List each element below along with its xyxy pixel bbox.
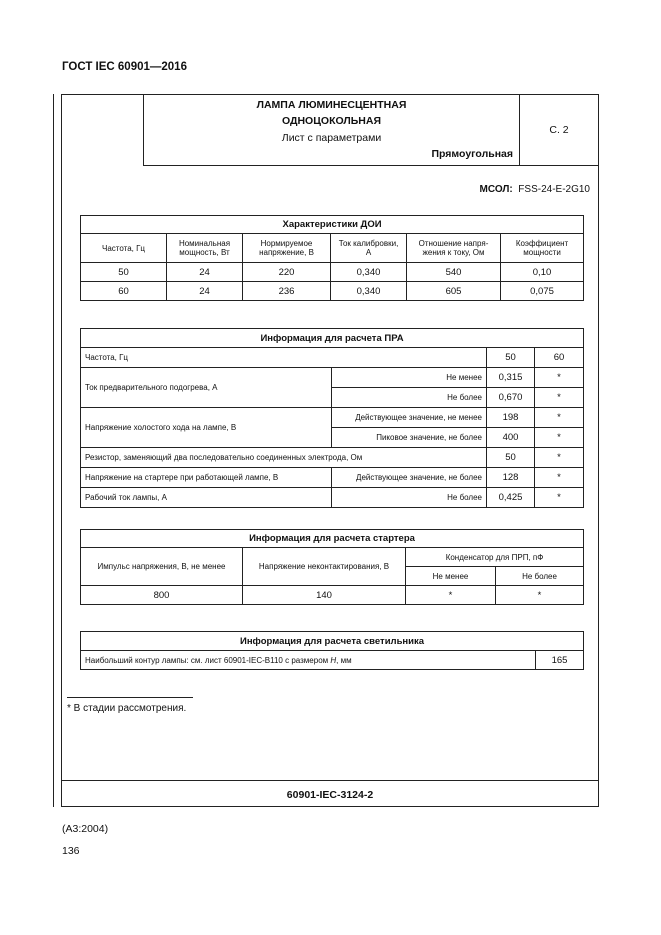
row-label: Частота, Гц bbox=[81, 348, 487, 368]
footer-code: 60901-IEC-3124-2 bbox=[286, 789, 374, 801]
table-cell: 800 bbox=[81, 586, 243, 605]
condition-label: Не более bbox=[332, 488, 487, 508]
footnote: * В стадии рассмотрения. bbox=[67, 703, 187, 714]
table-cell: 605 bbox=[407, 282, 501, 301]
table-cell: * bbox=[535, 488, 584, 508]
table-cell: 220 bbox=[243, 263, 331, 282]
title-line-3: Лист с параметрами bbox=[281, 132, 382, 144]
table-cell: * bbox=[535, 448, 584, 468]
table-cell: * bbox=[535, 388, 584, 408]
column-header: Импульс напряжения, В, не менее bbox=[81, 548, 243, 586]
condition-label: Не более bbox=[332, 388, 487, 408]
table-cell: 24 bbox=[167, 282, 243, 301]
table-row bbox=[81, 651, 584, 670]
title-line-1: ЛАМПА ЛЮМИНЕСЦЕНТНАЯ bbox=[256, 99, 407, 111]
label-text: Наибольший контур лампы: см. лист 60901-IEC-B110 с размером bbox=[85, 655, 331, 665]
column-header: Отношение напря-жения к току, Ом bbox=[407, 234, 501, 263]
table-cell: * bbox=[535, 408, 584, 428]
table-cell: 60 bbox=[81, 282, 167, 301]
table-cell: * bbox=[535, 428, 584, 448]
table-row bbox=[81, 368, 584, 388]
row-label: Ток предварительного подогрева, А bbox=[81, 368, 332, 408]
mcol-value: FSS-24-E-2G10 bbox=[518, 184, 590, 195]
table-cell: * bbox=[496, 586, 584, 605]
column-header: Конденсатор для ПРП, пФ bbox=[406, 548, 584, 567]
ballast-info-table bbox=[80, 328, 584, 508]
table-row bbox=[81, 348, 584, 368]
footnote-rule bbox=[67, 697, 193, 698]
amendment: (А3:2004) bbox=[62, 823, 109, 835]
condition-label: Пиковое значение, не более bbox=[332, 428, 487, 448]
table-cell: 24 bbox=[167, 263, 243, 282]
table-row bbox=[81, 282, 584, 301]
table-cell: 0,670 bbox=[487, 388, 535, 408]
table-row bbox=[81, 408, 584, 428]
page-number: 136 bbox=[62, 845, 80, 857]
table-cell: 236 bbox=[243, 282, 331, 301]
sheet-number: С. 2 bbox=[549, 124, 569, 136]
standard-header: ГОСТ IEC 60901—2016 bbox=[62, 61, 187, 73]
table-cell: 0,315 bbox=[487, 368, 535, 388]
column-header: Частота, Гц bbox=[81, 234, 167, 263]
table-cell: 50 bbox=[81, 263, 167, 282]
sheet-frame bbox=[61, 94, 599, 807]
condition-label: Не менее bbox=[332, 368, 487, 388]
table-row bbox=[81, 468, 584, 488]
footer-block bbox=[62, 780, 598, 807]
column-header: Коэффициент мощности bbox=[501, 234, 584, 263]
starter-info-table bbox=[80, 529, 584, 605]
row-label: Напряжение на стартере при работающей лампе, В bbox=[81, 468, 332, 488]
column-header: Ток калибровки, А bbox=[331, 234, 407, 263]
table-cell: * bbox=[535, 368, 584, 388]
table-caption: Характеристики ДОИ bbox=[81, 216, 584, 234]
title-line-2: ОДНОЦОКОЛЬНАЯ bbox=[281, 115, 382, 127]
table-cell: 60 bbox=[535, 348, 584, 368]
table-caption: Информация для расчета светильника bbox=[81, 632, 584, 651]
condition-label: Действующее значение, не более bbox=[332, 468, 487, 488]
label-symbol: H bbox=[330, 655, 337, 665]
table-cell: 0,10 bbox=[501, 263, 584, 282]
row-label bbox=[81, 651, 536, 670]
lamp-shape: Прямоугольная bbox=[431, 148, 513, 160]
table-cell: 540 bbox=[407, 263, 501, 282]
table-row bbox=[81, 488, 584, 508]
table-caption: Информация для расчета стартера bbox=[81, 530, 584, 548]
column-header: Нормируемое напряжение, В bbox=[243, 234, 331, 263]
table-row bbox=[81, 448, 584, 468]
luminaire-info-table bbox=[80, 631, 584, 670]
mcol-label: МСОЛ: bbox=[479, 184, 513, 195]
table-cell: 400 bbox=[487, 428, 535, 448]
table-cell: 0,340 bbox=[331, 282, 407, 301]
column-header: Не менее bbox=[406, 567, 496, 586]
label-unit: , мм bbox=[336, 655, 352, 665]
column-header: Напряжение неконтактирования, В bbox=[243, 548, 406, 586]
title-block bbox=[143, 95, 520, 166]
sheet-number-cell bbox=[520, 95, 598, 166]
table-cell: 50 bbox=[487, 448, 535, 468]
table-cell: 140 bbox=[243, 586, 406, 605]
table-cell: 128 bbox=[487, 468, 535, 488]
mcol-designation bbox=[480, 184, 590, 195]
table-cell: * bbox=[535, 468, 584, 488]
column-header: Номинальная мощность, Вт bbox=[167, 234, 243, 263]
row-label: Резистор, заменяющий два последовательно соединенных электрода, Ом bbox=[81, 448, 487, 468]
table-cell: 0,075 bbox=[501, 282, 584, 301]
table-cell: 0,425 bbox=[487, 488, 535, 508]
table-cell: 0,340 bbox=[331, 263, 407, 282]
table-cell: 165 bbox=[536, 651, 584, 670]
table-cell: 50 bbox=[487, 348, 535, 368]
table-row bbox=[81, 263, 584, 282]
lamp-characteristics-table bbox=[80, 215, 584, 301]
column-header: Не более bbox=[496, 567, 584, 586]
table-cell: 198 bbox=[487, 408, 535, 428]
table-caption: Информация для расчета ПРА bbox=[81, 329, 584, 348]
row-label: Рабочий ток лампы, А bbox=[81, 488, 332, 508]
margin-line bbox=[53, 94, 54, 807]
row-label: Напряжение холостого хода на лампе, В bbox=[81, 408, 332, 448]
condition-label: Действующее значение, не менее bbox=[332, 408, 487, 428]
table-row bbox=[81, 586, 584, 605]
table-cell: * bbox=[406, 586, 496, 605]
